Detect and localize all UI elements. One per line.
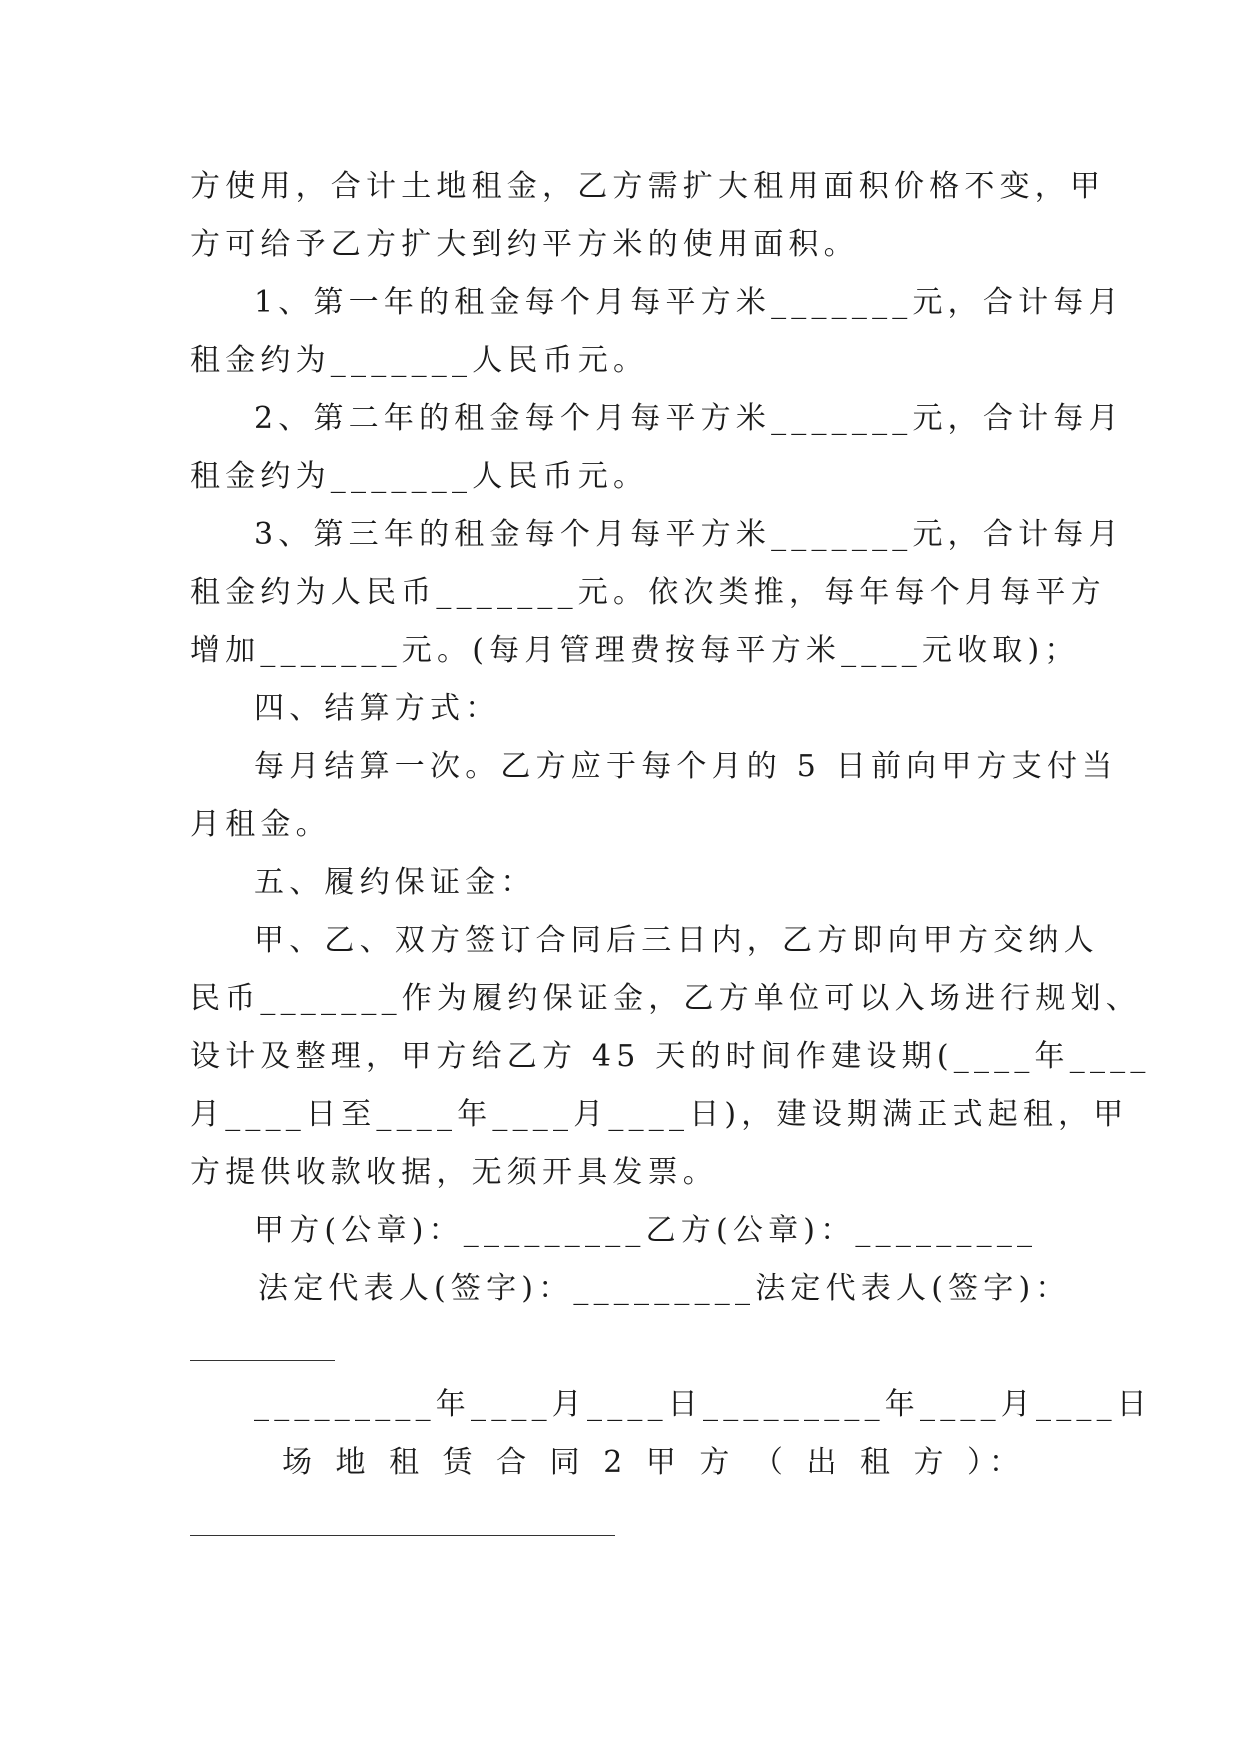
- rent-year3-line: 3、第三年的租金每个月每平方米_______元，合计每月: [254, 517, 1124, 552]
- rent-year2-line: 2、第二年的租金每个月每平方米_______元，合计每月: [254, 401, 1124, 436]
- deposit-line: 甲、乙、双方签订合同后三日内，乙方即向甲方交纳人: [254, 923, 1099, 958]
- legal-rep-signature-line: 法定代表人(签字)：_________法定代表人(签字)：: [258, 1271, 1071, 1306]
- date-line: _________年____月____日_________年____月____日: [254, 1387, 1152, 1422]
- lessor-blank-rule: [190, 1535, 615, 1536]
- paragraph-line: 方使用，合计土地租金，乙方需扩大租用面积价格不变，甲: [190, 169, 1106, 204]
- paragraph-line: 租金约为_______人民币元。: [190, 343, 649, 378]
- signature-blank-rule: [190, 1360, 335, 1361]
- seal-signature-line: 甲方(公章)：_________乙方(公章)：_________: [254, 1213, 1038, 1248]
- settlement-line: 每月结算一次。乙方应于每个月的 5 日前向甲方支付当: [254, 749, 1118, 784]
- paragraph-line: 增加_______元。(每月管理费按每平方米____元收取)；: [190, 633, 1080, 668]
- rent-year1-line: 1、第一年的租金每个月每平方米_______元，合计每月: [254, 285, 1124, 320]
- paragraph-line: 租金约为_______人民币元。: [190, 459, 649, 494]
- paragraph-line: 设计及整理，甲方给乙方 45 天的时间作建设期(____年____: [190, 1039, 1151, 1074]
- section-heading-settlement: 四、结算方式：: [254, 691, 501, 726]
- paragraph-line: 民币_______作为履约保证金，乙方单位可以入场进行规划、: [190, 981, 1141, 1016]
- section-heading-deposit: 五、履约保证金：: [254, 865, 536, 900]
- contract-title-line: 场 地 租 赁 合 同 2 甲 方 （ 出 租 方 ）：: [282, 1445, 1027, 1480]
- paragraph-line: 方可给予乙方扩大到约平方米的使用面积。: [190, 227, 859, 262]
- paragraph-line: 月租金。: [190, 807, 331, 842]
- paragraph-line: 月____日至____年____月____日)，建设期满正式起租，甲: [190, 1097, 1129, 1132]
- paragraph-line: 方提供收款收据，无须开具发票。: [190, 1155, 718, 1190]
- paragraph-line: 租金约为人民币_______元。依次类推，每年每个月每平方: [190, 575, 1106, 610]
